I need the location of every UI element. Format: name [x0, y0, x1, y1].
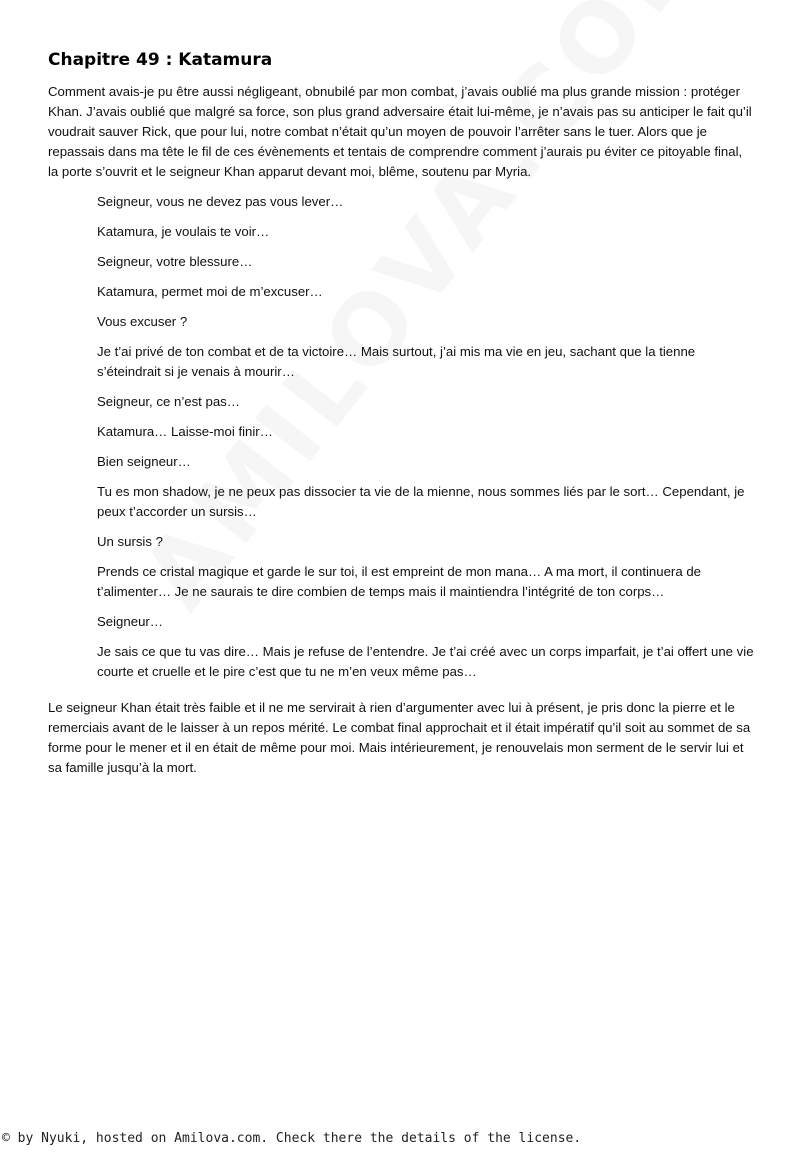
dialogue-line: Vous excuser ?	[97, 314, 188, 329]
license-footer: © by Nyuki, hosted on Amilova.com. Check there the details of the license.	[2, 1131, 582, 1146]
dialogue-line: Prends ce cristal magique et garde le sur toi, il est empreint de mon mana… A ma mort, il continuera de t’alimenter… Je ne saurais te dire combien de temps mais il maintiendra l’intégrité de ton corps…	[97, 564, 701, 599]
dialogue-line: Un sursis ?	[97, 534, 163, 549]
narrative-paragraph: Comment avais-je pu être aussi négligeant, obnubilé par mon combat, j’avais oublié ma plus grande mission : protéger Khan. J’avais oublié que malgré sa force, son plus grand adversaire était lui-même, je n’avais pas su anticiper le fait qu’il voudrait sauver Rick, que pour lui, notre combat n’était qu’un moyen de pouvoir l’arrêter sans le tuer. Alors que je repassais dans ma tête le fil de ces évènements et tentais de comprendre comment j’aurais pu éviter ce pitoyable final, la porte s’ouvrit et le seigneur Khan apparut devant moi, blême, soutenu par Myria.	[48, 84, 752, 179]
dialogue-line: Katamura, je voulais te voir…	[97, 224, 270, 239]
dialogue-line: Seigneur, ce n’est pas…	[97, 394, 240, 409]
dialogue-line: Je t’ai privé de ton combat et de ta victoire… Mais surtout, j’ai mis ma vie en jeu, sachant que la tienne s’éteindrait si je venais à mourir…	[97, 344, 696, 379]
dialogue-line: Bien seigneur…	[97, 454, 191, 469]
dialogue-line: Seigneur…	[97, 614, 163, 629]
narrative-paragraph: Le seigneur Khan était très faible et il ne me servirait à rien d’argumenter avec lui à présent, je pris donc la pierre et le remerciais avant de le laisser à un repos mérité. Le combat final approchait et il était impératif qu’il soit au sommet de sa forme pour le mener et il en était de même pour moi. Mais intérieurement, je renouvelais mon serment de le servir lui et sa famille jusqu’à la mort.	[48, 700, 751, 775]
dialogue-line: Katamura… Laisse-moi finir…	[97, 424, 273, 439]
chapter-title: Chapitre 49 : Katamura	[48, 50, 273, 70]
dialogue-line: Seigneur, votre blessure…	[97, 254, 253, 269]
dialogue-line: Je sais ce que tu vas dire… Mais je refuse de l’entendre. Je t’ai créé avec un corps imparfait, je t’ai offert une vie courte et cruelle et le pire c’est que tu ne m’en veux même pas…	[97, 644, 754, 679]
dialogue-line: Seigneur, vous ne devez pas vous lever…	[97, 194, 344, 209]
dialogue-line: Tu es mon shadow, je ne peux pas dissocier ta vie de la mienne, nous sommes liés par le sort… Cependant, je peux t’accorder un sursis…	[97, 484, 745, 519]
dialogue-line: Katamura, permet moi de m’excuser…	[97, 284, 323, 299]
chapter-body	[48, 82, 756, 788]
